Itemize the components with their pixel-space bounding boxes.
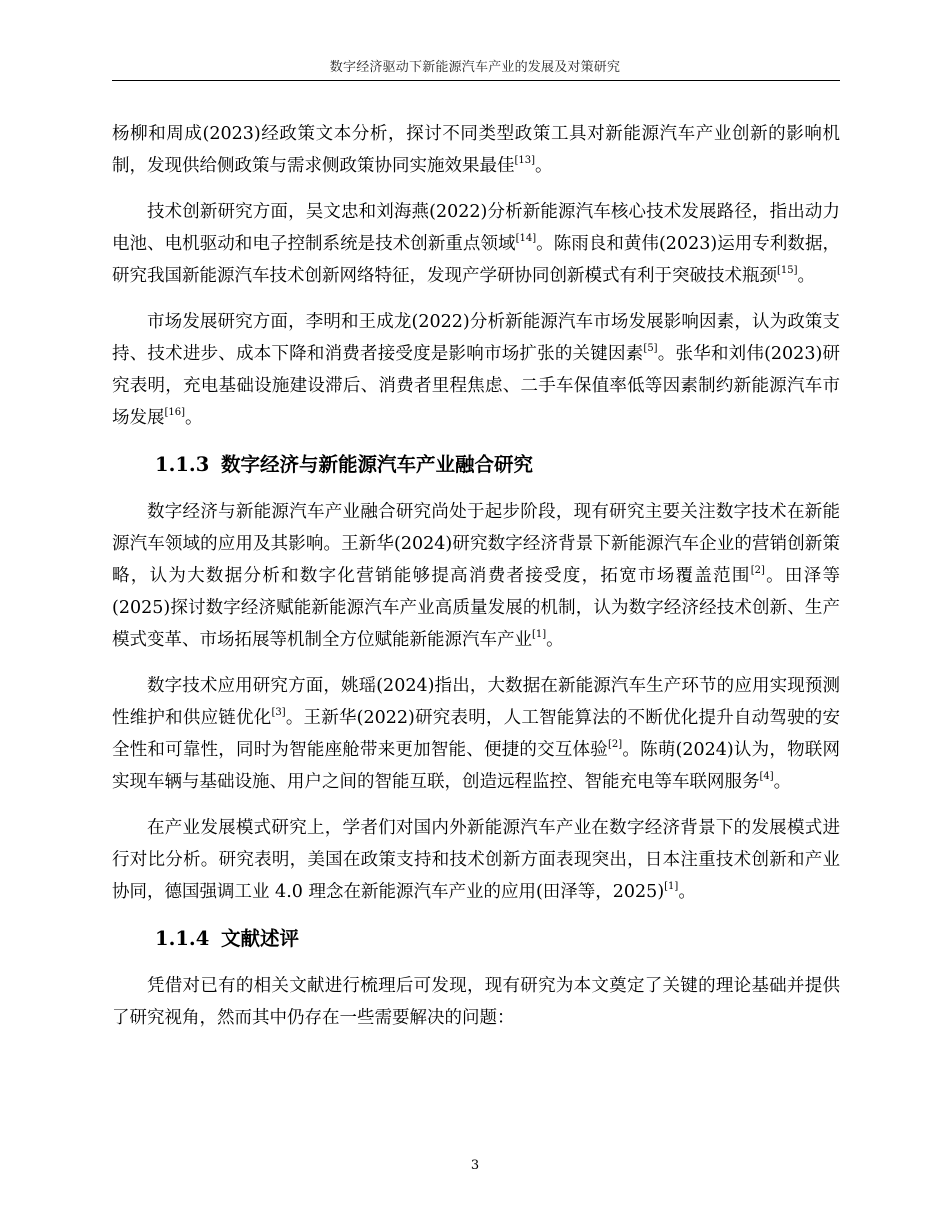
paragraph-text: 杨柳和周成(2023)经政策文本分析，探讨不同类型政策工具对新能源汽车产业创新的影响机制，发现供给侧政策与需求侧政策协同实施效果最佳 [112, 124, 840, 176]
citation-ref: [5] [643, 343, 658, 354]
paragraph-integration-research [112, 496, 840, 656]
paragraph-text: 技术创新研究方面，吴文忠和刘海燕(2022)分析新能源汽车核心技术发展路径，指出动力电池、电机驱动和电子控制系统是技术创新重点领域 [112, 202, 840, 254]
page-body [112, 118, 840, 1048]
paragraph-end: 。 [535, 156, 553, 176]
citation-ref: [15] [777, 265, 798, 276]
section-heading-1-1-3 [112, 448, 840, 482]
paragraph-text: 。王新华(2022)研究表明，人工智能算法的不断优化提升自动驾驶的安全性和可靠性，同时为智能座舱带来更加智能、便捷的交互体验 [112, 708, 840, 760]
paragraph-text: 。田泽等(2025)探讨数字经济赋能新能源汽车产业高质量发展的机制，认为数字经济经技术创新、生产模式变革、市场拓展等机制全方位赋能新能源汽车产业 [112, 566, 840, 650]
section-title: 文献述评 [221, 927, 300, 950]
paragraph-text: 数字经济与新能源汽车产业融合研究尚处于起步阶段，现有研究主要关注数字技术在新能源汽车领域的应用及其影响。王新华(2024)研究数字经济背景下新能源汽车企业的营销创新策略，认为大数据分析和数字化营销能够提高消费者接受度，拓宽市场覆盖范围 [112, 502, 840, 586]
section-number: 1.1.3 [155, 453, 210, 476]
paragraph-text: 数字技术应用研究方面，姚瑶(2024)指出，大数据在新能源汽车生产环节的应用实现预测性维护和供应链优化 [112, 676, 840, 728]
paragraph-text: 市场发展研究方面，李明和王成龙(2022)分析新能源汽车市场发展影响因素，认为政策支持、技术进步、成本下降和消费者接受度是影响市场扩张的关键因素 [112, 312, 840, 364]
citation-ref: [3] [271, 707, 286, 718]
citation-ref: [2] [608, 739, 623, 750]
paragraph-end: 。 [797, 266, 816, 286]
paragraph-market-development [112, 306, 840, 434]
paragraph-end: 。 [185, 408, 203, 428]
paragraph-digital-tech-application [112, 670, 840, 798]
citation-ref: [1] [664, 881, 679, 892]
section-title: 数字经济与新能源汽车产业融合研究 [221, 453, 534, 476]
citation-ref: [14] [515, 233, 537, 244]
section-number: 1.1.4 [155, 927, 210, 950]
paragraph-end: 。 [546, 630, 564, 650]
paragraph-text: 。陈萌(2024)认为，物联网实现车辆与基础设施、用户之间的智能互联，创造远程监控、智能充电等车联网服务 [112, 740, 841, 792]
section-heading-1-1-4 [112, 922, 840, 956]
paragraph-text: 在产业发展模式研究上，学者们对国内外新能源汽车产业在数字经济背景下的发展模式进行对比分析。研究表明，美国在政策支持和技术创新方面表现突出，日本注重技术创新和产业协同，德国强调工业 4.0 理念在新能源汽车产业的应用(田泽等，2025) [112, 818, 840, 902]
paragraph-development-models [112, 812, 840, 908]
paragraph-text: 。张华和刘伟(2023)研究表明，充电基础设施建设滞后、消费者里程焦虑、二手车保值率低等因素制约新能源汽车市场发展 [112, 344, 840, 428]
citation-ref: [2] [750, 565, 765, 576]
citation-ref: [16] [164, 407, 186, 418]
citation-ref: [1] [532, 629, 547, 640]
paragraph-end: 。 [773, 772, 792, 792]
paragraph-tech-innovation [112, 196, 840, 292]
paragraph-policy-tools [112, 118, 840, 182]
running-header: 数字经济驱动下新能源汽车产业的发展及对策研究 [329, 60, 621, 75]
citation-ref: [13] [514, 155, 536, 166]
header-rule [112, 80, 840, 81]
page-number: 3 [470, 1158, 480, 1173]
paragraph-literature-review [112, 970, 840, 1034]
citation-ref: [4] [759, 771, 774, 782]
paragraph-text: 。陈雨良和黄伟(2023)运用专利数据，研究我国新能源汽车技术创新网络特征，发现产学研协同创新模式有利于突破技术瓶颈 [112, 234, 840, 286]
paragraph-end: 。 [678, 882, 696, 902]
paragraph-text: 凭借对已有的相关文献进行梳理后可发现，现有研究为本文奠定了关键的理论基础并提供了研究视角，然而其中仍存在一些需要解决的问题： [112, 976, 840, 1028]
